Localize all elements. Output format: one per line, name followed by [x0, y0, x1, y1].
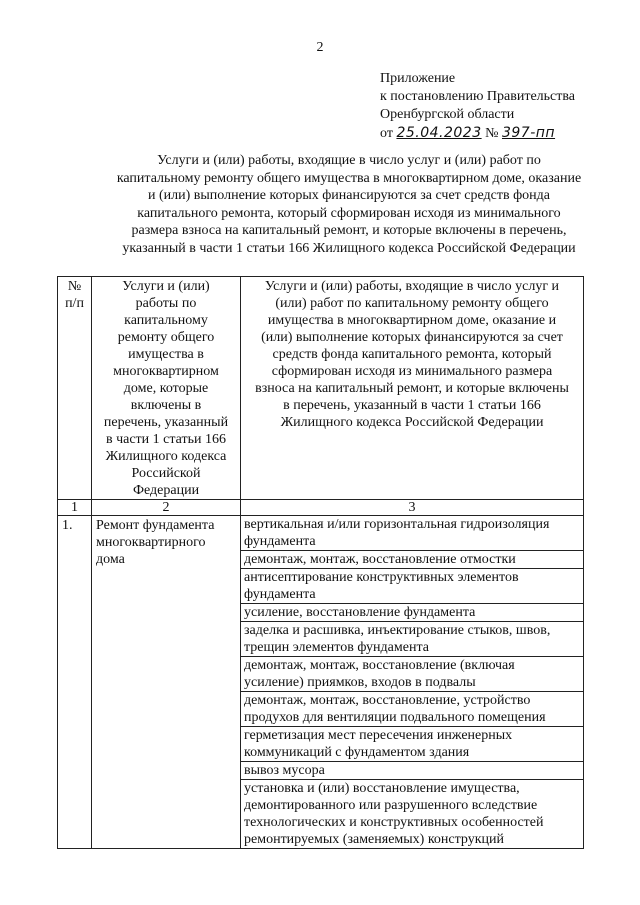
work-item	[241, 727, 583, 762]
work-line: демонтаж, монтаж, восстановление, устройство	[244, 693, 531, 708]
column-number: 3	[241, 500, 584, 516]
work-line: коммуникаций с фундаментом здания	[244, 745, 470, 760]
header-line: взноса на капитальный ремонт, и которые включены	[255, 381, 569, 396]
service-name-line: Ремонт фундамента	[96, 518, 215, 533]
header-line: работы по	[135, 296, 197, 311]
services-table	[57, 276, 584, 849]
page-number: 2	[316, 40, 324, 55]
header-line: включены в	[130, 398, 202, 413]
header-line: Жилищного кодекса Российской Федерации	[280, 415, 544, 430]
work-item	[241, 692, 583, 727]
work-line: вывоз мусора	[244, 763, 325, 778]
header-line: имущества в	[128, 347, 204, 362]
header-line: п/п	[65, 296, 84, 311]
header-line: №	[67, 279, 82, 294]
appendix-line-3: Оренбургской области	[380, 107, 515, 122]
works-cell	[241, 516, 584, 849]
row-number	[58, 516, 92, 849]
work-line: фундамента	[244, 534, 316, 549]
work-line: демонтаж, монтаж, восстановление (включая	[244, 658, 515, 673]
work-item	[241, 569, 583, 604]
header-line: многоквартирном	[113, 364, 219, 379]
row-number-text: 1.	[62, 518, 73, 533]
appendix-block	[380, 70, 575, 143]
number-label: №	[485, 126, 499, 141]
title-line: капитального ремонта, который сформирован исходя из минимального	[137, 205, 561, 221]
header-line: капитальному	[124, 313, 208, 328]
header-line: Услуги и (или)	[122, 279, 210, 294]
header-line: ремонту общего	[117, 330, 215, 345]
header-line: сформирован исходя из минимального размера	[271, 364, 553, 379]
header-services-cell	[92, 277, 241, 500]
work-item	[241, 780, 583, 849]
header-line: (или) выполнение которых финансируются за счет	[261, 330, 563, 345]
table-row	[58, 516, 584, 849]
work-line: фундамента	[244, 587, 316, 602]
works-list	[241, 516, 583, 848]
work-line: трещин элементов фундамента	[244, 640, 429, 655]
work-line: продухов для вентиляции подвального помещения	[244, 710, 546, 725]
work-item	[241, 604, 583, 622]
work-item	[241, 516, 583, 551]
appendix-line-2: к постановлению Правительства	[380, 89, 576, 104]
header-line: в перечень, указанный в части 1 статьи 166	[283, 398, 541, 413]
title-line: и (или) выполнение которых финансируются за счет средств фонда	[147, 188, 550, 203]
header-line: в части 1 статьи 166	[105, 432, 227, 447]
work-line: усиление, восстановление фундамента	[244, 605, 476, 620]
appendix-date-line	[380, 124, 575, 143]
column-number: 1	[58, 500, 92, 516]
from-label: от	[380, 126, 393, 141]
resolution-number: 397-пп	[501, 125, 556, 141]
header-number-cell	[58, 277, 92, 500]
header-line: Жилищного кодекса	[105, 449, 227, 464]
service-name-line: дома	[96, 552, 125, 567]
work-line: технологических и конструктивных особенностей	[244, 815, 544, 830]
header-line: (или) работ по капитальному ремонту общего	[275, 296, 549, 311]
header-line: Услуги и (или) работы, входящие в число услуг и	[264, 279, 560, 294]
work-line: заделка и расшивка, инъектирование стыков, швов,	[244, 623, 551, 638]
title-line: капитальному ремонту общего имущества в многоквартирном доме, оказание	[116, 170, 582, 186]
work-line: демонтаж, монтаж, восстановление отмостки	[244, 552, 516, 567]
work-item	[241, 622, 583, 657]
work-line: демонтированного или разрушенного вследствие	[244, 798, 538, 813]
resolution-date: 25.04.2023	[396, 125, 482, 141]
header-line: средств фонда капитального ремонта, который	[272, 347, 552, 362]
work-item	[241, 762, 583, 780]
service-name-cell	[92, 516, 241, 849]
work-line: антисептирование конструктивных элементов	[244, 570, 519, 585]
header-works-cell	[241, 277, 584, 500]
document-title	[110, 152, 588, 257]
service-name-line: многоквартирного	[96, 535, 206, 550]
header-line: доме, которые	[123, 381, 209, 396]
table-header-row	[58, 277, 584, 500]
work-line: установка и (или) восстановление имущества,	[244, 781, 520, 796]
title-line: Услуги и (или) работы, входящие в число услуг и (или) работ по	[157, 153, 541, 168]
work-item	[241, 657, 583, 692]
header-line: перечень, указанный	[103, 415, 229, 430]
work-line: герметизация мест пересечения инженерных	[244, 728, 513, 743]
work-line: вертикальная и/или горизонтальная гидроизоляция	[244, 517, 550, 532]
title-line: размера взноса на капитальный ремонт, и которые включены в перечень,	[131, 223, 567, 238]
work-line: ремонтируемых (заменяемых) конструкций	[244, 832, 505, 847]
title-line: указанный в части 1 статьи 166 Жилищного кодекса Российской Федерации	[122, 240, 576, 256]
work-item	[241, 551, 583, 569]
header-line: имущества в многоквартирном доме, оказание и	[267, 313, 557, 328]
work-line: усиление) приямков, входов в подвалы	[244, 675, 476, 690]
header-line: Российской	[131, 466, 201, 481]
column-numbers-row	[58, 500, 584, 516]
column-number: 2	[92, 500, 241, 516]
appendix-line-1: Приложение	[380, 71, 456, 86]
header-line: Федерации	[132, 483, 200, 498]
